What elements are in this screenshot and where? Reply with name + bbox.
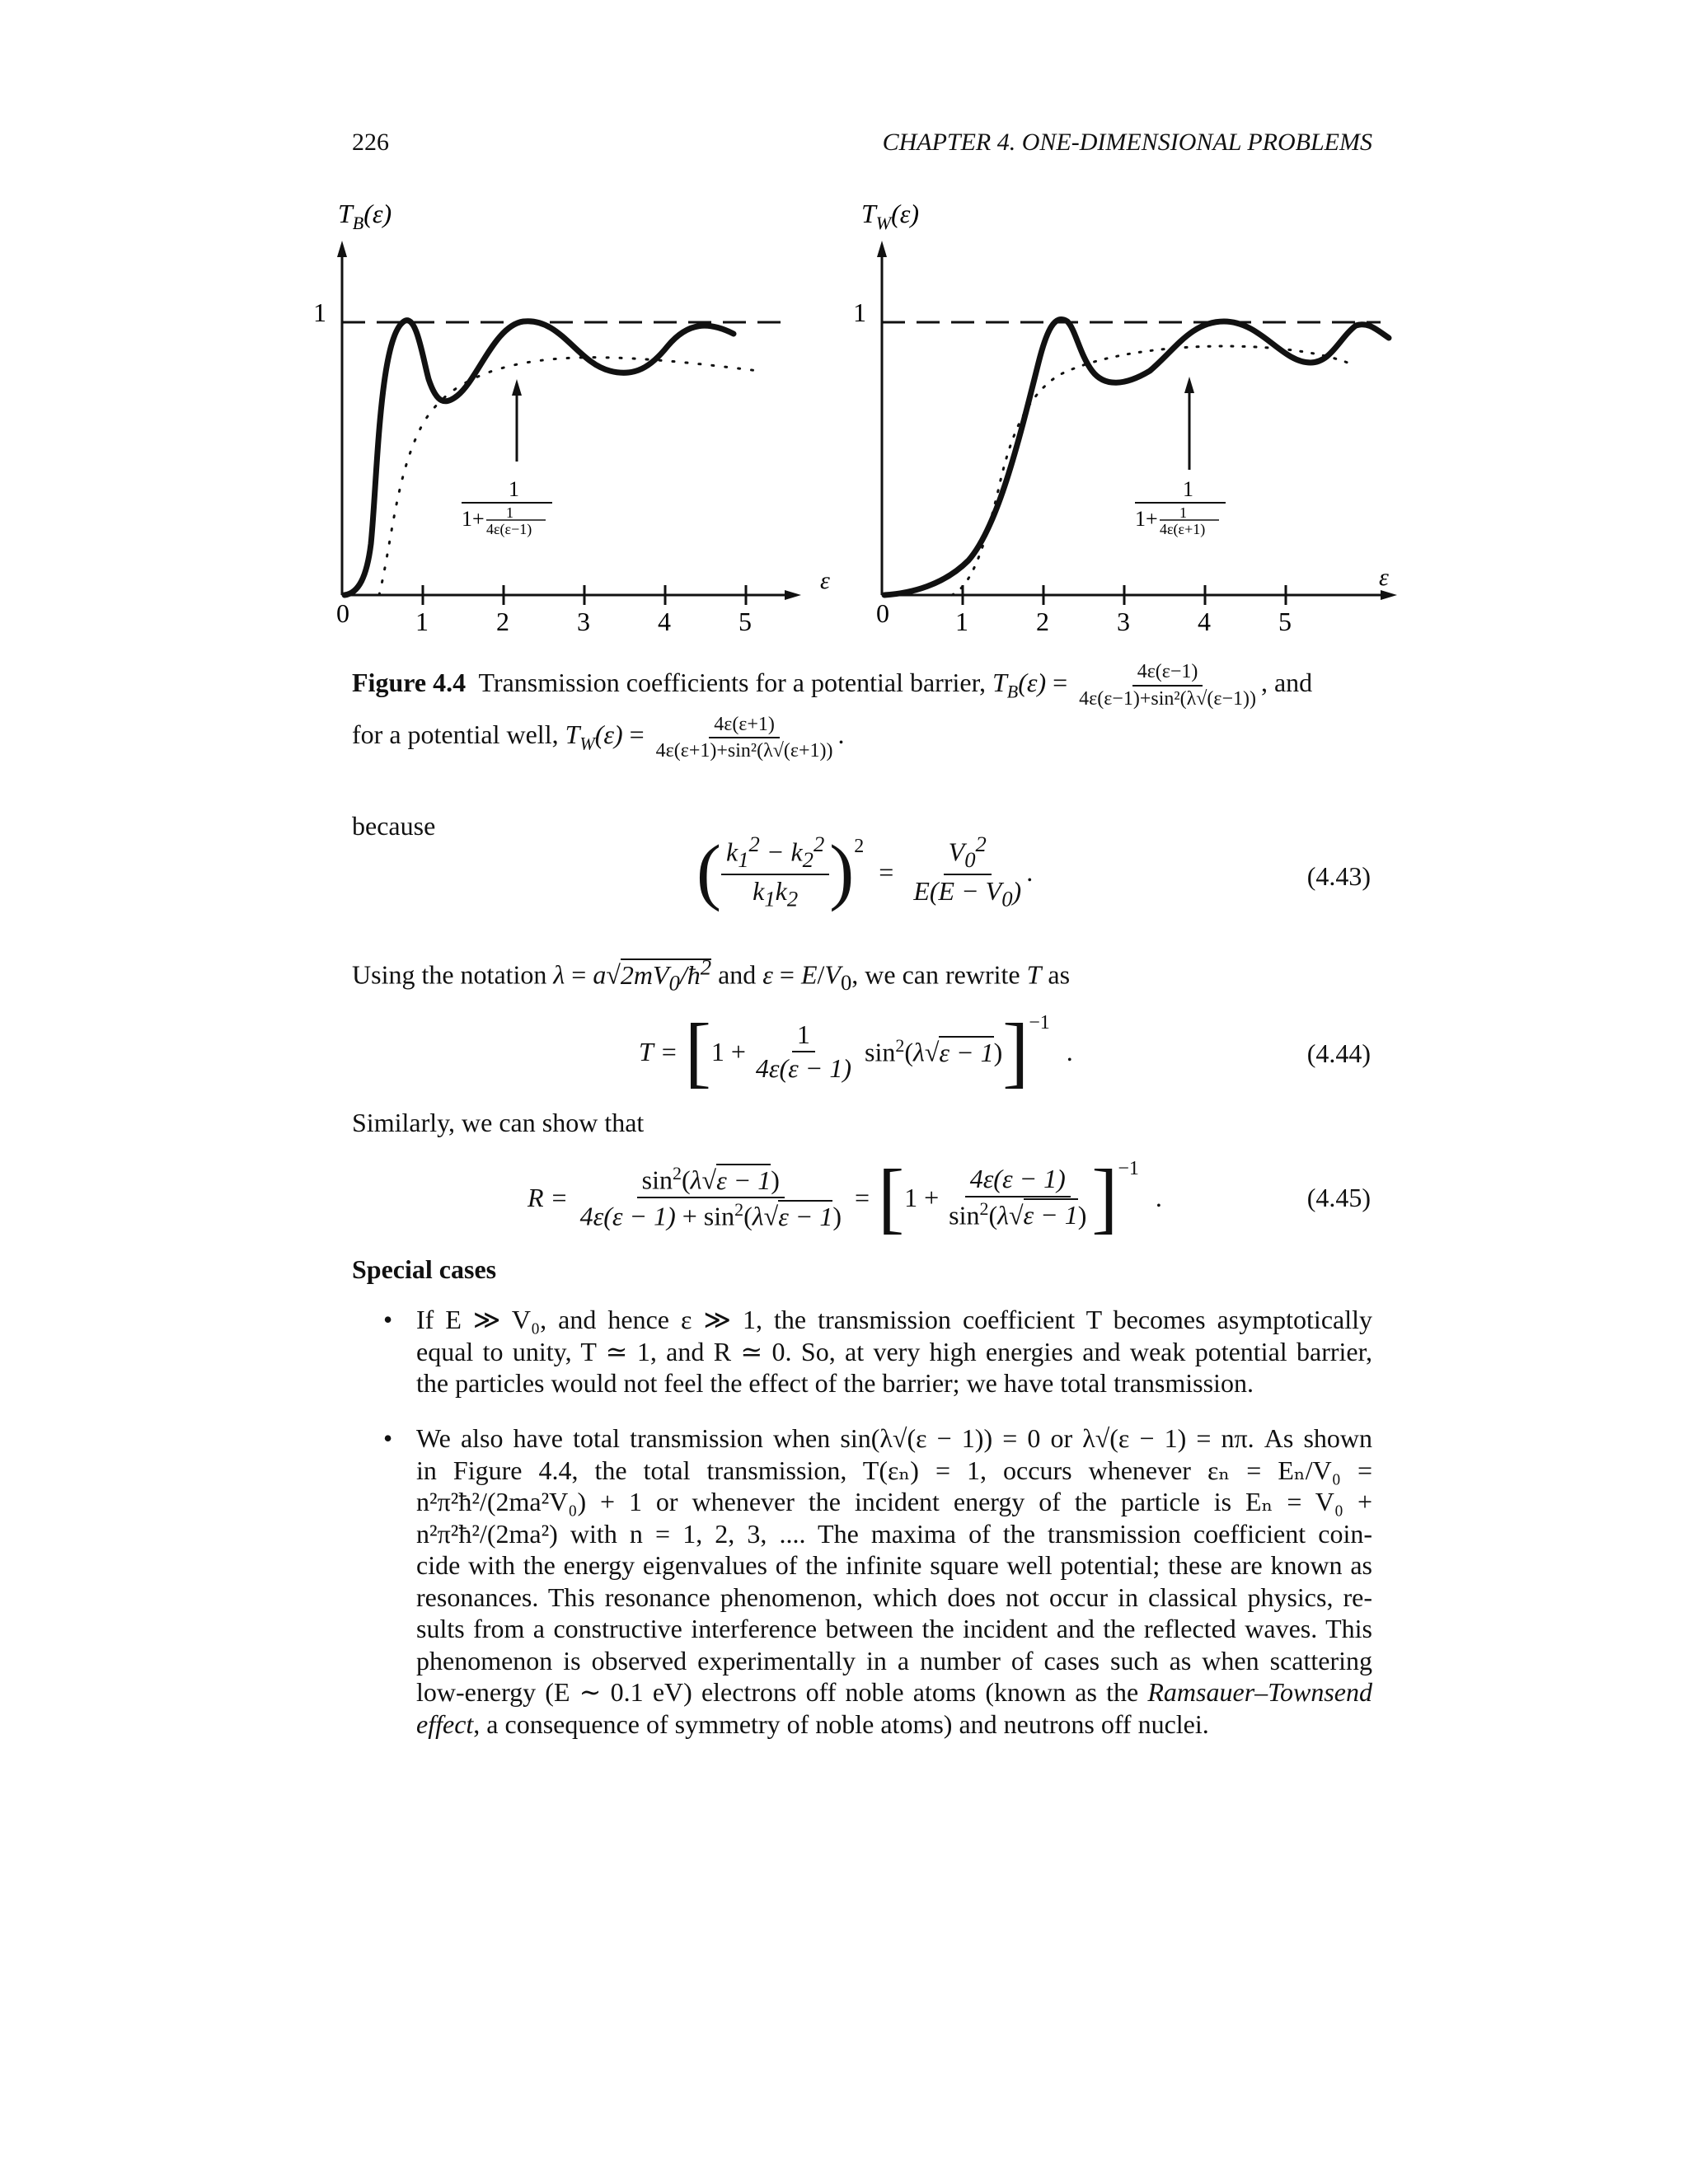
left-annotation-subden: 4ε(ε−1) xyxy=(486,521,532,537)
left-x-arrow-icon xyxy=(785,590,801,600)
eq-4-43-number: (4.43) xyxy=(1306,861,1371,891)
right-x-label: ε xyxy=(1379,564,1389,591)
eq-4-45-number: (4.45) xyxy=(1306,1183,1371,1212)
left-annotation-arrowhead-icon xyxy=(512,379,522,396)
notation-sentence: Using the notation $\lambda = a√2mV_0/ħ^2$ and $\varepsilon = E/V_0$, we can rewrite T as xyxy=(352,954,1071,996)
figure-left-panel xyxy=(313,198,824,643)
left-annotation-subnum: 1 xyxy=(506,504,513,521)
left-x-tick-label-1: 1 xyxy=(415,607,429,636)
running-title: CHAPTER 4. ONE-DIMENSIONAL PROBLEMS xyxy=(882,129,1372,156)
left-y-tick-1: 1 xyxy=(313,298,326,327)
left-origin: 0 xyxy=(336,598,349,628)
left-y-arrow-icon xyxy=(337,241,347,257)
left-x-tick-label-5: 5 xyxy=(738,607,752,636)
right-x-arrow-icon xyxy=(1381,590,1397,600)
left-x-tick-label-3: 3 xyxy=(577,607,590,636)
right-x-tick-label-1: 1 xyxy=(955,607,968,636)
caption-text-3: for a potential well, xyxy=(352,719,559,750)
bullet-item-1: • If E ≫ V₀, and hence ε ≫ 1, the transmission coefficient T becomes asymptotically equal to unity, T ≃ 1, and R ≃ 0. So, at very high energies and weak potential barrier, the particles would not feel the effect of the barrier; we have total transmission. xyxy=(416,1304,1372,1399)
left-x-label: ε xyxy=(820,577,830,594)
left-y-label: $T_B(\varepsilon)$ xyxy=(338,199,392,233)
left-x-tick-label-4: 4 xyxy=(658,607,671,636)
left-annotation-den: 1+ xyxy=(462,507,485,531)
left-annotation-num: 1 xyxy=(509,477,519,501)
right-x-tick-label-2: 2 xyxy=(1036,607,1049,636)
because-text: because xyxy=(352,811,436,841)
right-origin: 0 xyxy=(876,598,889,628)
caption-text-2: and xyxy=(1273,668,1313,697)
right-annotation-num: 1 xyxy=(1183,477,1193,501)
eq-4-44-number: (4.44) xyxy=(1306,1038,1371,1068)
right-annotation-subnum: 1 xyxy=(1179,504,1187,521)
right-x-tick-label-3: 3 xyxy=(1117,607,1130,636)
right-annotation-den: 1+ xyxy=(1135,507,1158,531)
right-x-tick-label-4: 4 xyxy=(1198,607,1211,636)
equation-4-43: ( $\frac{k_1^2 - k_2^2}{k_1k_2}$ ) $^2$ = $\frac{V_0^2}{E(E - V_0)}$ . xyxy=(696,831,1034,913)
similarly-text: Similarly, we can show that xyxy=(352,1108,645,1137)
right-annotation-subden: 4ε(ε+1) xyxy=(1160,521,1206,537)
page-number: 226 xyxy=(352,129,389,156)
left-x-tick-label-2: 2 xyxy=(496,607,509,636)
left-x-arrow xyxy=(783,577,849,610)
bullet-item-2: • We also have total transmission when sin(λ√(ε − 1)) = 0 or λ√(ε − 1) = nπ. As shown in Figure 4.4, the total transmission, T(εₙ) = 1, occurs whenever εₙ = Eₙ/V₀ = n²π²ħ²/(2ma²V₀) + 1 or whenever the incident energy of the particle is Eₙ = V₀ + n²π²ħ²/(2ma²) with n = 1, 2, 3, .... The maxima of the transmission coefficient coin- cide with the energy eigenvalues of the infinite square well potential; these are known as resonances. This resonance phenomenon, which does not occur in classical physics, re- sults from a constructive interference between the incident and the reflected waves. This phenomenon is observed experimentally in a number of cases such as when scattering low-energy (E ∼ 0.1 eV) electrons off noble atoms (known as the Ramsauer–Townsend effect, a consequence of symmetry of noble atoms) and neutrons off nuclei. xyxy=(416,1422,1372,1740)
equation-4-44: T = [ 1 + $\frac{1}{4\varepsilon(\varepsilon - 1)}$ $\sin^2(\lambda√\varepsilon - 1)$ ] $^{-1}$ . xyxy=(639,1007,1073,1095)
right-y-arrow-icon xyxy=(877,241,887,257)
right-transmission-curve xyxy=(884,319,1389,595)
right-x-tick-label-5: 5 xyxy=(1278,607,1292,636)
caption-text-1: Transmission coefficients for a potential barrier, xyxy=(478,668,986,697)
caption-label: Figure 4.4 xyxy=(352,668,467,697)
special-cases-heading: Special cases xyxy=(352,1254,497,1284)
equation-4-45: R = $\frac{\sin^2(\lambda√\varepsilon - 1)}{4\varepsilon(\varepsilon - 1) + \sin^2(\lambda√\varepsilon - 1)}$ = [ 1 + $\frac{4\varepsilon(\varepsilon - 1)}{\sin^2(\lambda√\varepsilon - 1)}$ ] $^{-1}$ . xyxy=(528,1153,1162,1241)
right-annotation-arrowhead-icon xyxy=(1184,377,1194,393)
figure-caption: Figure 4.4 Transmission coefficients for a potential barrier, $T_B(\varepsilon)$ = $\frac{4\varepsilon(\varepsilon-1)}{\text{4ε(ε−1)+sin²(λ√(ε−1))}}$ , and for a potential well, $T_W(\varepsilon)$ = $\frac{4\varepsilon(\varepsilon+1)}{\text{4ε(ε+1)+sin²(λ√(ε+1))}}$ . xyxy=(352,661,1313,762)
figure-right-panel xyxy=(853,198,1430,643)
right-y-tick-1: 1 xyxy=(853,298,866,327)
right-y-label: $T_W(\varepsilon)$ xyxy=(861,199,920,233)
